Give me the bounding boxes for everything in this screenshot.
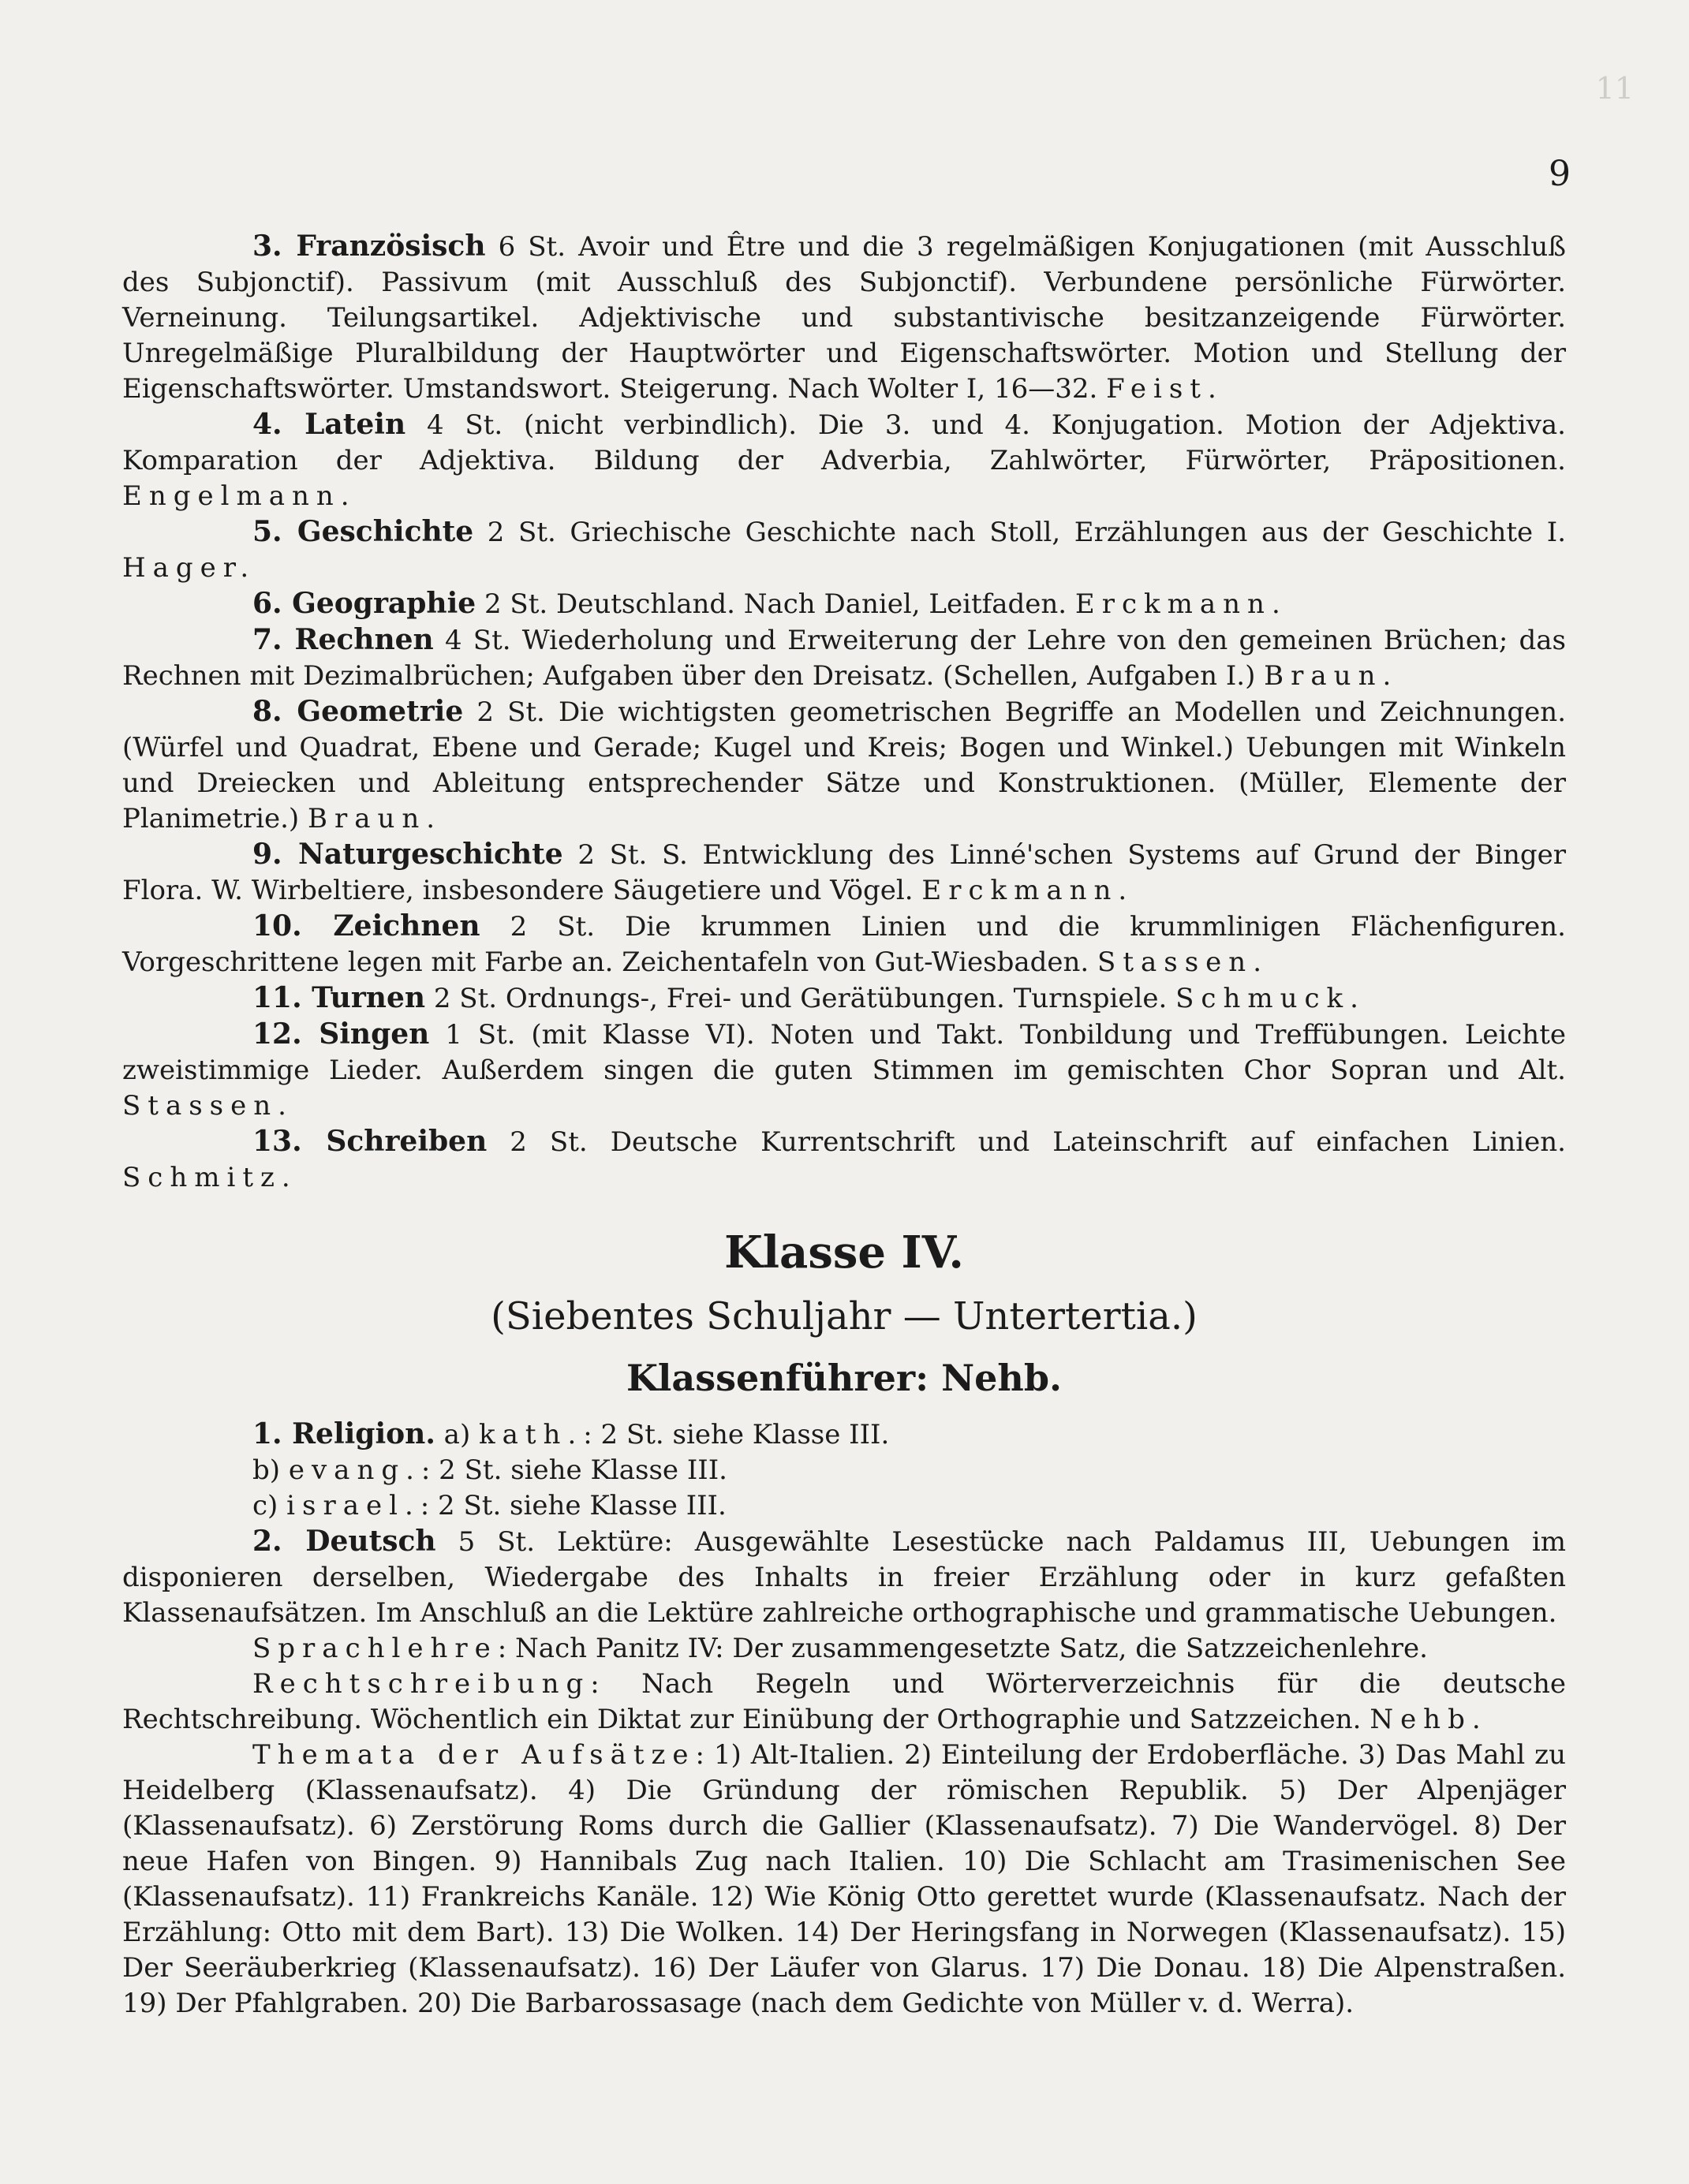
subject-heading: 9. Naturgeschichte bbox=[252, 838, 563, 871]
rechtschreibung-paragraph bbox=[122, 1667, 1566, 1738]
religion-a-text: : 2 St. siehe Klasse III. bbox=[583, 1419, 890, 1450]
subject-paragraph bbox=[122, 407, 1566, 514]
teacher-name: Erckmann. bbox=[1074, 588, 1287, 620]
themata-label: Themata der Aufsätze bbox=[252, 1739, 696, 1771]
religion-b-prefix: b) bbox=[252, 1454, 289, 1486]
subject-heading: 2. Deutsch bbox=[252, 1525, 436, 1558]
subject-paragraph bbox=[122, 980, 1566, 1017]
subject-paragraph bbox=[122, 909, 1566, 980]
subject-text: 4 St. Wiederholung und Erweiterung der Lehre von den gemeinen Brüchen; das Rechnen mit Dezimalbrüchen; Aufgaben über den Dreisatz. (Schellen, Aufgaben I.) bbox=[122, 625, 1566, 692]
subject-paragraph bbox=[122, 1017, 1566, 1124]
subject-heading: 3. Französisch bbox=[252, 230, 486, 263]
subject-text: 2 St. S. Entwicklung des Linné'schen Systems auf Grund der Binger Flora. W. Wirbeltiere, insbesondere Säugetiere und Vögel. bbox=[122, 839, 1566, 906]
page-body bbox=[122, 229, 1566, 2022]
class-title: Klasse IV. bbox=[724, 1226, 964, 1279]
subject-text: 6 St. Avoir und Être und die 3 regelmäßigen Konjugationen (mit Ausschluß des Subjonctif). Passivum (mit Ausschluß des Subjonctif). Verbundene persönliche Fürwörter. Verneinung. Teilungsartikel. Adjektivische und substantivische besitzanzeigende Fürwörter. Unregelmäßige Pluralbildung der Hauptwörter und Eigenschaftswörter. Motion und Stellung der Eigenschaftswörter. Umstandswort. Steigerung. Nach Wolter I, 16—32. bbox=[122, 231, 1566, 405]
themata-paragraph bbox=[122, 1738, 1566, 2022]
class-subtitle: (Siebentes Schuljahr — Untertertia.) bbox=[491, 1294, 1198, 1338]
teacher-name: Braun. bbox=[1264, 660, 1399, 692]
subject-heading: 8. Geometrie bbox=[252, 695, 464, 728]
subject-paragraph bbox=[122, 229, 1566, 407]
subject-text: 2 St. Deutschland. Nach Daniel, Leitfaden. bbox=[476, 588, 1075, 620]
subject-text: 1 St. (mit Klasse VI). Noten und Takt. Tonbildung und Treffübungen. Leichte zweistimmige Lieder. Außerdem singen die guten Stimmen im gemischten Chor Sopran und Alt. bbox=[122, 1019, 1566, 1086]
subject-paragraph bbox=[122, 586, 1566, 622]
subject-text: 2 St. Die krummen Linien und die krummlinigen Flächenfiguren. Vorgeschrittene legen mit Farbe an. Zeichentafeln von Gut-Wiesbaden. bbox=[122, 911, 1566, 978]
subject-paragraph bbox=[122, 514, 1566, 586]
teacher-name: Braun. bbox=[307, 803, 443, 834]
teacher-name: Schmuck. bbox=[1175, 983, 1366, 1014]
subject-text: 2 St. Ordnungs-, Frei- und Gerätübungen. Turnspiele. bbox=[425, 983, 1176, 1014]
subject-heading: 6. Geographie bbox=[252, 587, 476, 620]
religion-c bbox=[122, 1488, 1566, 1524]
religion-b bbox=[122, 1453, 1566, 1488]
subject-heading: 13. Schreiben bbox=[252, 1125, 488, 1158]
teacher-name: Stassen. bbox=[1097, 946, 1269, 978]
sprachlehre-text: : Nach Panitz IV: Der zusammengesetzte Satz, die Satzzeichenlehre. bbox=[497, 1633, 1428, 1664]
subject-paragraph bbox=[122, 622, 1566, 694]
class-leader: Klassenführer: Nehb. bbox=[626, 1357, 1063, 1399]
subject-text: 5 St. Lektüre: Ausgewählte Lesestücke nach Paldamus III, Uebungen im disponieren derselben, Wiedergabe des Inhalts in freier Erzählung oder in kurz gefaßten Klassenaufsätzen. Im Anschluß an die Lektüre zahlreiche orthographische und grammatische Uebungen. bbox=[122, 1526, 1567, 1629]
subject-heading: 10. Zeichnen bbox=[252, 909, 480, 943]
religion-c-prefix: c) bbox=[252, 1490, 287, 1521]
teacher-name: Nehb. bbox=[1370, 1704, 1488, 1735]
subject-paragraph bbox=[122, 1124, 1566, 1196]
subject-text: 2 St. Die wichtigsten geometrischen Begriffe an Modellen und Zeichnungen. (Würfel und Quadrat, Ebene und Gerade; Kugel und Kreis; Bogen und Winkel.) Uebungen mit Winkeln und Dreiecken und Ableitung entsprechender Sätze und Konstruktionen. (Müller, Elemente der Planimetrie.) bbox=[122, 696, 1566, 834]
subject-heading: 7. Rechnen bbox=[252, 623, 434, 656]
religion-c-text: : 2 St. siehe Klasse III. bbox=[420, 1490, 727, 1521]
bleed-through-page-number: 11 bbox=[1595, 71, 1634, 106]
rechtschreibung-label: Rechtschreibung bbox=[252, 1668, 591, 1700]
page-number: 9 bbox=[1549, 154, 1571, 194]
subject-paragraph bbox=[122, 837, 1566, 909]
religion-b-label: evang. bbox=[288, 1454, 421, 1486]
subject-heading: 1. Religion. bbox=[252, 1417, 435, 1450]
subject-text: 2 St. Griechische Geschichte nach Stoll, Erzählungen aus der Geschichte I. bbox=[473, 517, 1566, 548]
sprachlehre-paragraph bbox=[122, 1631, 1566, 1667]
subject-heading: 5. Geschichte bbox=[252, 515, 474, 548]
teacher-name: Stassen. bbox=[122, 1090, 293, 1122]
rechtschreibung-text: : Nach Regeln und Wörterverzeichnis für die deutsche Rechtschreibung. Wöchentlich ein Diktat zur Einübung der Orthographie und Satzzeichen. bbox=[122, 1668, 1566, 1735]
subject-text: 4 St. (nicht verbindlich). Die 3. und 4. Konjugation. Motion der Adjektiva. Komparation der Adjektiva. Bildung der Adverbia, Zahlwörter, Fürwörter, Präpositionen. bbox=[122, 409, 1566, 476]
religion-a-prefix: a) bbox=[435, 1419, 480, 1450]
subject-text: 2 St. Deutsche Kurrentschrift und Lateinschrift auf einfachen Linien. bbox=[487, 1126, 1566, 1158]
sprachlehre-label: Sprachlehre bbox=[252, 1633, 498, 1664]
subject-heading: 11. Turnen bbox=[252, 981, 426, 1014]
subject-heading: 4. Latein bbox=[252, 408, 406, 441]
teacher-name: Feist. bbox=[1106, 373, 1224, 405]
teacher-name: Engelmann. bbox=[122, 480, 357, 512]
subject-heading: 12. Singen bbox=[252, 1017, 430, 1051]
themata-text: : 1) Alt-Italien. 2) Einteilung der Erdoberfläche. 3) Das Mahl zu Heidelberg (Klassenaufsatz). 4) Die Gründung der römischen Republik. 5) Der Alpenjäger (Klassenaufsatz). 6) Zerstörung Roms durch die Gallier (Klassenaufsatz). 7) Die Wandervögel. 8) Der neue Hafen von Bingen. 9) Hannibals Zug nach Italien. 10) Die Schlacht am Trasimenischen See (Klassenaufsatz). 11) Frankreichs Kanäle. 12) Wie König Otto gerettet wurde (Klassenaufsatz. Nach der Erzählung: Otto mit dem Bart). 13) Die Wolken. 14) Der Heringsfang in Norwegen (Klassenaufsatz). 15) Der Seeräuberkrieg (Klassenaufsatz). 16) Der Läufer von Glarus. 17) Die Donau. 18) Die Alpenstraßen. 19) Der Pfahlgraben. 20) Die Barbarossasage (nach dem Gedichte von Müller v. d. Werra). bbox=[122, 1739, 1566, 2019]
subject-paragraph bbox=[122, 1417, 1566, 1453]
teacher-name: Schmitz. bbox=[122, 1162, 297, 1193]
religion-a-label: kath. bbox=[479, 1419, 584, 1450]
subject-paragraph bbox=[122, 694, 1566, 837]
religion-c-label: israel. bbox=[286, 1490, 420, 1521]
teacher-name: Erckmann. bbox=[921, 875, 1134, 906]
religion-b-text: : 2 St. siehe Klasse III. bbox=[420, 1454, 727, 1486]
teacher-name: Hager. bbox=[122, 552, 256, 584]
subject-paragraph bbox=[122, 1524, 1566, 1631]
